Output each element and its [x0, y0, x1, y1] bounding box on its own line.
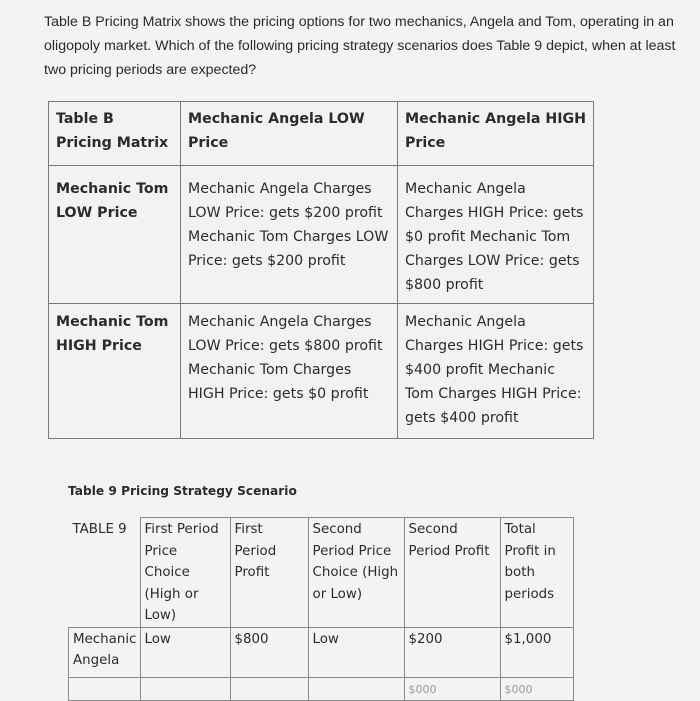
table9-h-second-choice: Second Period Price Choice (High or Low) — [308, 518, 404, 628]
tom-high-header: Mechanic Tom HIGH Price — [49, 304, 181, 439]
table9-second-choice: Low — [308, 627, 404, 677]
table9-header-row — [69, 518, 574, 628]
table9-row-partial — [69, 677, 574, 701]
angela-low-header: Mechanic Angela LOW Price — [181, 102, 398, 166]
matrix-row-tom-low — [49, 166, 594, 304]
matrix-corner-cell: Table B Pricing Matrix — [49, 102, 181, 166]
table9-partial-cell — [140, 677, 230, 701]
matrix-header-row — [49, 102, 594, 166]
cell-low-high: Mechanic Angela Charges HIGH Price: gets $0 profit Mechanic Tom Charges LOW Price: gets $800 profit — [398, 166, 594, 304]
strategy-scenario-table — [68, 517, 574, 701]
table9-title: Table 9 Pricing Strategy Scenario — [68, 484, 297, 498]
table9-second-profit: $200 — [404, 627, 500, 677]
table9-total-profit: $1,000 — [500, 627, 574, 677]
pricing-matrix-table — [48, 101, 594, 439]
tom-low-header: Mechanic Tom LOW Price — [49, 166, 181, 304]
table9-partial-cell — [230, 677, 308, 701]
table9-corner: TABLE 9 — [69, 518, 141, 628]
table9-partial-cell: $000 — [404, 677, 500, 701]
table9-partial-cell: $000 — [500, 677, 574, 701]
cell-low-low: Mechanic Angela Charges LOW Price: gets $200 profit Mechanic Tom Charges LOW Price: gets $200 profit — [181, 166, 398, 304]
table9-h-second-profit: Second Period Profit — [404, 518, 500, 628]
table9-first-profit: $800 — [230, 627, 308, 677]
question-text: Table B Pricing Matrix shows the pricing options for two mechanics, Angela and Tom, operating in an oligopoly market. Which of the following pricing strategy scenarios does Table 9 depict, when at least two pricing periods are expected? — [44, 14, 676, 78]
table9-h-total-profit: Total Profit in both periods — [500, 518, 574, 628]
table9-partial-cell — [308, 677, 404, 701]
table9-h-first-profit: First Period Profit — [230, 518, 308, 628]
cell-high-low: Mechanic Angela Charges LOW Price: gets $800 profit Mechanic Tom Charges HIGH Price: gets $0 profit — [181, 304, 398, 439]
table9-row-label: Mechanic Angela — [69, 627, 141, 677]
table9-first-choice: Low — [140, 627, 230, 677]
angela-high-header: Mechanic Angela HIGH Price — [398, 102, 594, 166]
matrix-row-tom-high — [49, 304, 594, 439]
cell-high-high: Mechanic Angela Charges HIGH Price: gets $400 profit Mechanic Tom Charges HIGH Price: gets $400 profit — [398, 304, 594, 439]
table9-h-first-choice: First Period Price Choice (High or Low) — [140, 518, 230, 628]
table9-partial-cell — [69, 677, 141, 701]
table9-row-angela — [69, 627, 574, 677]
